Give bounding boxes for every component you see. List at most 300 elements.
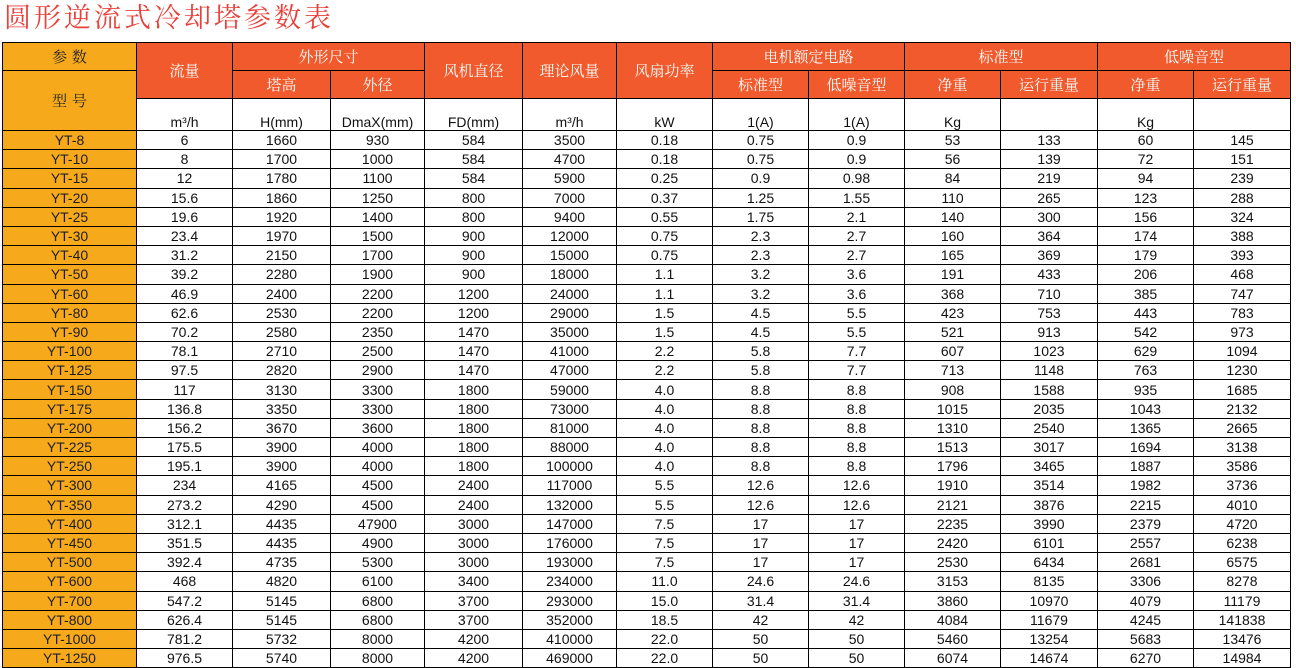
table-row — [3, 246, 1291, 265]
cell-height: 1660 — [233, 131, 331, 150]
cell-model: YT-500 — [3, 553, 137, 572]
cell-model: YT-1250 — [3, 649, 137, 668]
table-row — [3, 572, 1291, 591]
cell-flow: 12 — [137, 169, 233, 188]
cell-fan-power: 1.1 — [617, 265, 713, 284]
cell-height: 3670 — [233, 418, 331, 437]
cell-ln-operating-weight: 288 — [1194, 188, 1291, 207]
cell-model: YT-800 — [3, 610, 137, 629]
cell-current-low-noise: 12.6 — [809, 495, 905, 514]
cell-ln-net-weight: 60 — [1098, 131, 1194, 150]
cell-ln-operating-weight: 145 — [1194, 131, 1291, 150]
cell-flow: 23.4 — [137, 226, 233, 245]
cell-std-operating-weight: 1148 — [1001, 361, 1098, 380]
cell-fan-diameter: 1800 — [425, 418, 523, 437]
cell-std-net-weight: 84 — [905, 169, 1001, 188]
cell-height: 4165 — [233, 476, 331, 495]
cell-fan-power: 4.0 — [617, 438, 713, 457]
cell-fan-diameter: 2400 — [425, 476, 523, 495]
cell-ln-net-weight: 1982 — [1098, 476, 1194, 495]
fan-diameter-header: 风机直径 — [425, 43, 523, 99]
motor-current-header: 电机额定电路 — [713, 43, 905, 71]
cell-std-operating-weight: 139 — [1001, 150, 1098, 169]
cell-fan-diameter: 1200 — [425, 284, 523, 303]
cell-std-operating-weight: 10970 — [1001, 591, 1098, 610]
cell-height: 5732 — [233, 629, 331, 648]
cell-std-operating-weight: 265 — [1001, 188, 1098, 207]
cell-height: 2400 — [233, 284, 331, 303]
cell-height: 2530 — [233, 303, 331, 322]
cell-air-volume: 234000 — [523, 572, 617, 591]
cell-fan-diameter: 1800 — [425, 399, 523, 418]
cell-current-low-noise: 8.8 — [809, 438, 905, 457]
motor-standard-header: 标准型 — [713, 71, 809, 99]
cell-current-standard: 8.8 — [713, 457, 809, 476]
cell-ln-operating-weight: 239 — [1194, 169, 1291, 188]
cell-fan-power: 0.18 — [617, 150, 713, 169]
cell-std-net-weight: 3860 — [905, 591, 1001, 610]
cell-ln-operating-weight: 13476 — [1194, 629, 1291, 648]
cell-std-net-weight: 521 — [905, 322, 1001, 341]
cell-air-volume: 193000 — [523, 553, 617, 572]
cell-current-low-noise: 17 — [809, 553, 905, 572]
cell-model: YT-10 — [3, 150, 137, 169]
cell-diameter: 4500 — [331, 476, 425, 495]
outer-diameter-header: 外径 — [331, 71, 425, 99]
unit-current-std: 1(A) — [713, 99, 809, 131]
cell-ln-operating-weight: 3586 — [1194, 457, 1291, 476]
cell-fan-power: 0.25 — [617, 169, 713, 188]
standard-type-header: 标准型 — [905, 43, 1098, 71]
cell-ln-net-weight: 629 — [1098, 342, 1194, 361]
fan-power-header: 风扇功率 — [617, 43, 713, 99]
table-row — [3, 150, 1291, 169]
cell-std-net-weight: 2235 — [905, 514, 1001, 533]
cell-current-standard: 4.5 — [713, 322, 809, 341]
cell-ln-net-weight: 123 — [1098, 188, 1194, 207]
cell-std-operating-weight: 710 — [1001, 284, 1098, 303]
cell-flow: 781.2 — [137, 629, 233, 648]
cell-current-standard: 42 — [713, 610, 809, 629]
cell-current-standard: 24.6 — [713, 572, 809, 591]
cell-height: 1700 — [233, 150, 331, 169]
cell-fan-power: 0.75 — [617, 246, 713, 265]
cell-fan-power: 2.2 — [617, 361, 713, 380]
cell-current-standard: 8.8 — [713, 380, 809, 399]
cell-fan-diameter: 800 — [425, 188, 523, 207]
cell-std-net-weight: 1513 — [905, 438, 1001, 457]
cell-std-net-weight: 1796 — [905, 457, 1001, 476]
cell-std-net-weight: 2420 — [905, 533, 1001, 552]
cell-std-operating-weight: 11679 — [1001, 610, 1098, 629]
cell-height: 4435 — [233, 514, 331, 533]
cell-fan-diameter: 4200 — [425, 629, 523, 648]
cell-ln-net-weight: 1694 — [1098, 438, 1194, 457]
cell-fan-power: 0.37 — [617, 188, 713, 207]
cell-ln-operating-weight: 393 — [1194, 246, 1291, 265]
cell-std-net-weight: 53 — [905, 131, 1001, 150]
cell-diameter: 3300 — [331, 380, 425, 399]
cell-fan-power: 11.0 — [617, 572, 713, 591]
cell-std-net-weight: 1910 — [905, 476, 1001, 495]
cell-std-operating-weight: 300 — [1001, 207, 1098, 226]
cell-fan-power: 22.0 — [617, 629, 713, 648]
cell-air-volume: 352000 — [523, 610, 617, 629]
cell-diameter: 5300 — [331, 553, 425, 572]
cell-ln-net-weight: 206 — [1098, 265, 1194, 284]
cell-current-low-noise: 8.8 — [809, 399, 905, 418]
cell-std-net-weight: 2530 — [905, 553, 1001, 572]
cell-ln-net-weight: 763 — [1098, 361, 1194, 380]
cell-fan-diameter: 4200 — [425, 649, 523, 668]
unit-std-op — [1001, 99, 1098, 131]
cell-std-operating-weight: 913 — [1001, 322, 1098, 341]
cell-flow: 78.1 — [137, 342, 233, 361]
cell-current-standard: 0.9 — [713, 169, 809, 188]
cell-ln-net-weight: 4079 — [1098, 591, 1194, 610]
cell-current-low-noise: 8.8 — [809, 380, 905, 399]
tower-height-header: 塔高 — [233, 71, 331, 99]
cell-ln-net-weight: 5683 — [1098, 629, 1194, 648]
cell-ln-operating-weight: 11179 — [1194, 591, 1291, 610]
cell-ln-operating-weight: 4720 — [1194, 514, 1291, 533]
cell-height: 3130 — [233, 380, 331, 399]
cell-height: 4735 — [233, 553, 331, 572]
cell-air-volume: 100000 — [523, 457, 617, 476]
unit-ln-op — [1194, 99, 1291, 131]
cell-std-net-weight: 140 — [905, 207, 1001, 226]
cell-fan-power: 7.5 — [617, 553, 713, 572]
cell-flow: 62.6 — [137, 303, 233, 322]
cell-fan-power: 5.5 — [617, 476, 713, 495]
cell-ln-net-weight: 542 — [1098, 322, 1194, 341]
cell-air-volume: 81000 — [523, 418, 617, 437]
cell-current-low-noise: 0.9 — [809, 150, 905, 169]
cell-ln-net-weight: 385 — [1098, 284, 1194, 303]
cell-diameter: 6800 — [331, 591, 425, 610]
cell-diameter: 47900 — [331, 514, 425, 533]
table-row — [3, 226, 1291, 245]
cell-std-operating-weight: 133 — [1001, 131, 1098, 150]
cell-air-volume: 117000 — [523, 476, 617, 495]
page-title: 圆形逆流式冷却塔参数表 — [4, 3, 334, 34]
cell-air-volume: 469000 — [523, 649, 617, 668]
cell-std-operating-weight: 13254 — [1001, 629, 1098, 648]
cell-diameter: 6800 — [331, 610, 425, 629]
cell-current-standard: 0.75 — [713, 131, 809, 150]
cell-flow: 351.5 — [137, 533, 233, 552]
cell-current-standard: 5.8 — [713, 361, 809, 380]
cell-air-volume: 9400 — [523, 207, 617, 226]
cell-std-operating-weight: 3514 — [1001, 476, 1098, 495]
cell-current-standard: 50 — [713, 629, 809, 648]
cell-diameter: 4500 — [331, 495, 425, 514]
cell-ln-net-weight: 4245 — [1098, 610, 1194, 629]
unit-current-ln: 1(A) — [809, 99, 905, 131]
cell-ln-net-weight: 935 — [1098, 380, 1194, 399]
cell-ln-operating-weight: 324 — [1194, 207, 1291, 226]
air-volume-header: 理论风量 — [523, 43, 617, 99]
cell-diameter: 2500 — [331, 342, 425, 361]
cell-flow: 312.1 — [137, 514, 233, 533]
cell-model: YT-450 — [3, 533, 137, 552]
ln-operating-weight-header: 运行重量 — [1194, 71, 1291, 99]
cell-model: YT-15 — [3, 169, 137, 188]
cell-fan-diameter: 3000 — [425, 553, 523, 572]
cell-fan-diameter: 3700 — [425, 610, 523, 629]
table-row — [3, 380, 1291, 399]
cell-diameter: 1000 — [331, 150, 425, 169]
cell-current-standard: 17 — [713, 514, 809, 533]
cell-ln-operating-weight: 14984 — [1194, 649, 1291, 668]
cell-current-standard: 12.6 — [713, 495, 809, 514]
cell-ln-net-weight: 156 — [1098, 207, 1194, 226]
cell-std-net-weight: 5460 — [905, 629, 1001, 648]
cell-current-low-noise: 3.6 — [809, 284, 905, 303]
cell-height: 4435 — [233, 533, 331, 552]
cell-model: YT-20 — [3, 188, 137, 207]
cell-fan-power: 5.5 — [617, 495, 713, 514]
cell-air-volume: 35000 — [523, 322, 617, 341]
cell-flow: 175.5 — [137, 438, 233, 457]
cell-ln-operating-weight: 6575 — [1194, 553, 1291, 572]
cell-air-volume: 147000 — [523, 514, 617, 533]
cell-model: YT-8 — [3, 131, 137, 150]
cell-ln-net-weight: 94 — [1098, 169, 1194, 188]
cell-model: YT-400 — [3, 514, 137, 533]
cell-current-standard: 1.25 — [713, 188, 809, 207]
cell-height: 3350 — [233, 399, 331, 418]
cell-model: YT-600 — [3, 572, 137, 591]
cell-std-net-weight: 908 — [905, 380, 1001, 399]
cell-current-low-noise: 7.7 — [809, 342, 905, 361]
unit-air: m³/h — [523, 99, 617, 131]
cell-std-operating-weight: 14674 — [1001, 649, 1098, 668]
cell-std-operating-weight: 3017 — [1001, 438, 1098, 457]
cell-fan-diameter: 2400 — [425, 495, 523, 514]
cell-std-operating-weight: 753 — [1001, 303, 1098, 322]
cell-current-standard: 2.3 — [713, 246, 809, 265]
motor-low-noise-header: 低噪音型 — [809, 71, 905, 99]
cell-fan-diameter: 3000 — [425, 514, 523, 533]
cell-current-low-noise: 2.1 — [809, 207, 905, 226]
cell-fan-diameter: 1470 — [425, 342, 523, 361]
cell-model: YT-40 — [3, 246, 137, 265]
cell-ln-net-weight: 1043 — [1098, 399, 1194, 418]
table-row — [3, 457, 1291, 476]
cell-flow: 273.2 — [137, 495, 233, 514]
cell-fan-diameter: 3700 — [425, 591, 523, 610]
cell-ln-operating-weight: 141838 — [1194, 610, 1291, 629]
cell-fan-power: 4.0 — [617, 399, 713, 418]
cell-current-low-noise: 5.5 — [809, 303, 905, 322]
cell-flow: 234 — [137, 476, 233, 495]
cell-air-volume: 293000 — [523, 591, 617, 610]
cell-current-low-noise: 42 — [809, 610, 905, 629]
cell-diameter: 3600 — [331, 418, 425, 437]
cell-flow: 97.5 — [137, 361, 233, 380]
cell-diameter: 1700 — [331, 246, 425, 265]
cell-ln-operating-weight: 3138 — [1194, 438, 1291, 457]
table-row — [3, 418, 1291, 437]
cell-ln-operating-weight: 2132 — [1194, 399, 1291, 418]
cell-fan-power: 18.5 — [617, 610, 713, 629]
model-header: 型 号 — [3, 71, 137, 131]
cell-current-standard: 0.75 — [713, 150, 809, 169]
cell-current-low-noise: 17 — [809, 514, 905, 533]
cell-ln-operating-weight: 8278 — [1194, 572, 1291, 591]
cell-height: 2150 — [233, 246, 331, 265]
cell-ln-net-weight: 2379 — [1098, 514, 1194, 533]
table-row — [3, 265, 1291, 284]
cell-air-volume: 47000 — [523, 361, 617, 380]
cell-std-net-weight: 6074 — [905, 649, 1001, 668]
cell-std-net-weight: 56 — [905, 150, 1001, 169]
cell-model: YT-225 — [3, 438, 137, 457]
cell-std-net-weight: 713 — [905, 361, 1001, 380]
cell-air-volume: 410000 — [523, 629, 617, 648]
cell-model: YT-60 — [3, 284, 137, 303]
cell-model: YT-700 — [3, 591, 137, 610]
cell-diameter: 1900 — [331, 265, 425, 284]
cell-model: YT-100 — [3, 342, 137, 361]
parameter-table — [2, 42, 1291, 668]
cell-current-low-noise: 24.6 — [809, 572, 905, 591]
cell-ln-operating-weight: 783 — [1194, 303, 1291, 322]
cell-current-standard: 3.2 — [713, 265, 809, 284]
cell-diameter: 2200 — [331, 303, 425, 322]
table-row — [3, 610, 1291, 629]
cell-model: YT-250 — [3, 457, 137, 476]
unit-diameter: DmaX(mm) — [331, 99, 425, 131]
table-row — [3, 649, 1291, 668]
cell-fan-diameter: 3000 — [425, 533, 523, 552]
cell-model: YT-80 — [3, 303, 137, 322]
cell-current-standard: 8.8 — [713, 438, 809, 457]
cell-ln-net-weight: 2681 — [1098, 553, 1194, 572]
cell-fan-power: 22.0 — [617, 649, 713, 668]
cell-ln-net-weight: 6270 — [1098, 649, 1194, 668]
cell-flow: 468 — [137, 572, 233, 591]
unit-fan: FD(mm) — [425, 99, 523, 131]
cell-current-low-noise: 2.7 — [809, 226, 905, 245]
cell-fan-diameter: 584 — [425, 169, 523, 188]
cell-fan-diameter: 1800 — [425, 438, 523, 457]
cell-flow: 117 — [137, 380, 233, 399]
unit-height: H(mm) — [233, 99, 331, 131]
cell-height: 3900 — [233, 457, 331, 476]
cell-current-standard: 5.8 — [713, 342, 809, 361]
low-noise-type-header: 低噪音型 — [1098, 43, 1291, 71]
unit-std-net: Kg — [905, 99, 1001, 131]
cell-air-volume: 7000 — [523, 188, 617, 207]
std-net-weight-header: 净重 — [905, 71, 1001, 99]
cell-current-low-noise: 0.9 — [809, 131, 905, 150]
cell-height: 2820 — [233, 361, 331, 380]
cell-std-operating-weight: 433 — [1001, 265, 1098, 284]
cell-height: 3900 — [233, 438, 331, 457]
cell-std-operating-weight: 3990 — [1001, 514, 1098, 533]
cell-std-operating-weight: 6434 — [1001, 553, 1098, 572]
cell-current-standard: 2.3 — [713, 226, 809, 245]
cell-std-net-weight: 191 — [905, 265, 1001, 284]
cell-ln-operating-weight: 4010 — [1194, 495, 1291, 514]
cell-diameter: 1400 — [331, 207, 425, 226]
cell-fan-diameter: 584 — [425, 131, 523, 150]
cell-diameter: 1500 — [331, 226, 425, 245]
cell-std-net-weight: 1310 — [905, 418, 1001, 437]
cell-air-volume: 4700 — [523, 150, 617, 169]
cell-air-volume: 29000 — [523, 303, 617, 322]
cell-std-operating-weight: 3465 — [1001, 457, 1098, 476]
cell-flow: 8 — [137, 150, 233, 169]
table-row — [3, 284, 1291, 303]
table-row — [3, 495, 1291, 514]
cell-std-net-weight: 1015 — [905, 399, 1001, 418]
cell-ln-net-weight: 72 — [1098, 150, 1194, 169]
unit-ln-net: Kg — [1098, 99, 1194, 131]
cell-model: YT-30 — [3, 226, 137, 245]
cell-fan-power: 2.2 — [617, 342, 713, 361]
cell-fan-power: 7.5 — [617, 533, 713, 552]
cell-current-low-noise: 1.55 — [809, 188, 905, 207]
cell-flow: 195.1 — [137, 457, 233, 476]
cell-height: 4820 — [233, 572, 331, 591]
cell-fan-power: 15.0 — [617, 591, 713, 610]
cell-air-volume: 59000 — [523, 380, 617, 399]
cell-fan-power: 4.0 — [617, 457, 713, 476]
cell-ln-operating-weight: 388 — [1194, 226, 1291, 245]
ln-net-weight-header: 净重 — [1098, 71, 1194, 99]
cell-flow: 976.5 — [137, 649, 233, 668]
table-row — [3, 553, 1291, 572]
cell-fan-diameter: 900 — [425, 226, 523, 245]
cell-air-volume: 176000 — [523, 533, 617, 552]
cell-ln-net-weight: 1887 — [1098, 457, 1194, 476]
table-row — [3, 322, 1291, 341]
cell-current-low-noise: 50 — [809, 629, 905, 648]
cell-ln-operating-weight: 468 — [1194, 265, 1291, 284]
cell-fan-power: 0.18 — [617, 131, 713, 150]
cell-std-operating-weight: 1588 — [1001, 380, 1098, 399]
std-operating-weight-header: 运行重量 — [1001, 71, 1098, 99]
table-row — [3, 514, 1291, 533]
cell-current-low-noise: 2.7 — [809, 246, 905, 265]
cell-height: 1970 — [233, 226, 331, 245]
cell-height: 5145 — [233, 610, 331, 629]
cell-current-standard: 1.75 — [713, 207, 809, 226]
cell-diameter: 2900 — [331, 361, 425, 380]
cell-fan-diameter: 3400 — [425, 572, 523, 591]
cell-ln-operating-weight: 1685 — [1194, 380, 1291, 399]
cell-ln-net-weight: 443 — [1098, 303, 1194, 322]
cell-air-volume: 24000 — [523, 284, 617, 303]
table-row — [3, 591, 1291, 610]
cell-ln-net-weight: 1365 — [1098, 418, 1194, 437]
cell-height: 2580 — [233, 322, 331, 341]
params-header: 参 数 — [3, 43, 137, 71]
cell-model: YT-125 — [3, 361, 137, 380]
cell-current-low-noise: 50 — [809, 649, 905, 668]
cell-height: 2710 — [233, 342, 331, 361]
cell-fan-diameter: 1800 — [425, 457, 523, 476]
cell-std-net-weight: 3153 — [905, 572, 1001, 591]
cell-ln-operating-weight: 151 — [1194, 150, 1291, 169]
outer-size-header: 外形尺寸 — [233, 43, 425, 71]
cell-current-low-noise: 3.6 — [809, 265, 905, 284]
cell-ln-operating-weight: 973 — [1194, 322, 1291, 341]
cell-current-low-noise: 8.8 — [809, 418, 905, 437]
